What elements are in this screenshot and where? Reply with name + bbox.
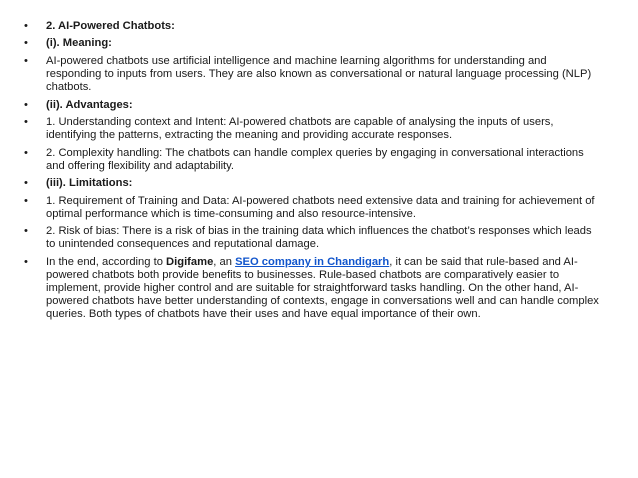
list-item-heading-limitations bbox=[24, 177, 604, 190]
conclusion-mid: , an bbox=[213, 255, 236, 268]
bullet-icon: • bbox=[24, 194, 28, 207]
paragraph-text: 2. Complexity handling: The chatbots can handle complex queries by engaging in conversational interactions and offering flexibility and adaptability. bbox=[46, 146, 584, 172]
list-item bbox=[24, 225, 604, 251]
bullet-icon: • bbox=[24, 98, 28, 111]
bullet-icon: • bbox=[24, 177, 28, 190]
bullet-icon: • bbox=[24, 54, 28, 67]
list-item bbox=[24, 55, 604, 94]
conclusion-intro: In the end, according to bbox=[46, 255, 167, 268]
bullet-list bbox=[24, 20, 604, 326]
list-item-heading-ai-chatbots bbox=[24, 20, 604, 33]
list-item bbox=[24, 147, 604, 173]
bullet-icon: • bbox=[24, 20, 28, 32]
conclusion-rest: , it can be said that rule-based and AI-powered chatbots both provide benefits to businesses. Rule-based chatbots are comparatively easier to implement, provide higher control and are suitable for straightforward tasks handling. On the other hand, AI-powered chatbots have better understanding of contexts, engage in conversations well and can handle complex queries. Both types of chatbots have their uses and have equal importance of their own. bbox=[46, 255, 599, 321]
list-item bbox=[24, 116, 604, 142]
list-item-heading-advantages bbox=[24, 99, 604, 112]
paragraph-text: 1. Requirement of Training and Data: AI-powered chatbots need extensive data and training for achievement of optimal performance which is time-consuming and also resource-intensive. bbox=[46, 194, 595, 220]
bullet-icon: • bbox=[24, 116, 28, 129]
paragraph-text: 2. Risk of bias: There is a risk of bias in the training data which influences the chatbot’s responses which leads to unintended consequences and reputational damage. bbox=[46, 225, 592, 251]
subsection-heading: (ii). Advantages: bbox=[46, 98, 133, 111]
list-item bbox=[24, 195, 604, 221]
conclusion-paragraph bbox=[46, 256, 599, 320]
brand-name: Digifame bbox=[166, 255, 214, 268]
list-item-heading-meaning bbox=[24, 37, 604, 50]
subsection-heading: (iii). Limitations: bbox=[46, 177, 133, 190]
list-item-conclusion bbox=[24, 256, 604, 321]
bullet-icon: • bbox=[24, 146, 28, 159]
seo-company-link[interactable]: SEO company in Chandigarh bbox=[235, 255, 390, 268]
bullet-icon: • bbox=[24, 225, 28, 238]
bullet-icon: • bbox=[24, 37, 28, 50]
subsection-heading: (i). Meaning: bbox=[46, 37, 112, 50]
section-heading: 2. AI-Powered Chatbots: bbox=[46, 20, 175, 32]
bullet-icon: • bbox=[24, 255, 28, 268]
paragraph-text: AI-powered chatbots use artificial intelligence and machine learning algorithms for understanding and responding to inputs from users. They are also known as conversational or natural language processing (NLP) chatbots. bbox=[46, 54, 592, 94]
paragraph-text: 1. Understanding context and Intent: AI-powered chatbots are capable of analysing the inputs of users, identifying the patterns, extracting the meaning and providing accurate responses. bbox=[46, 116, 554, 142]
